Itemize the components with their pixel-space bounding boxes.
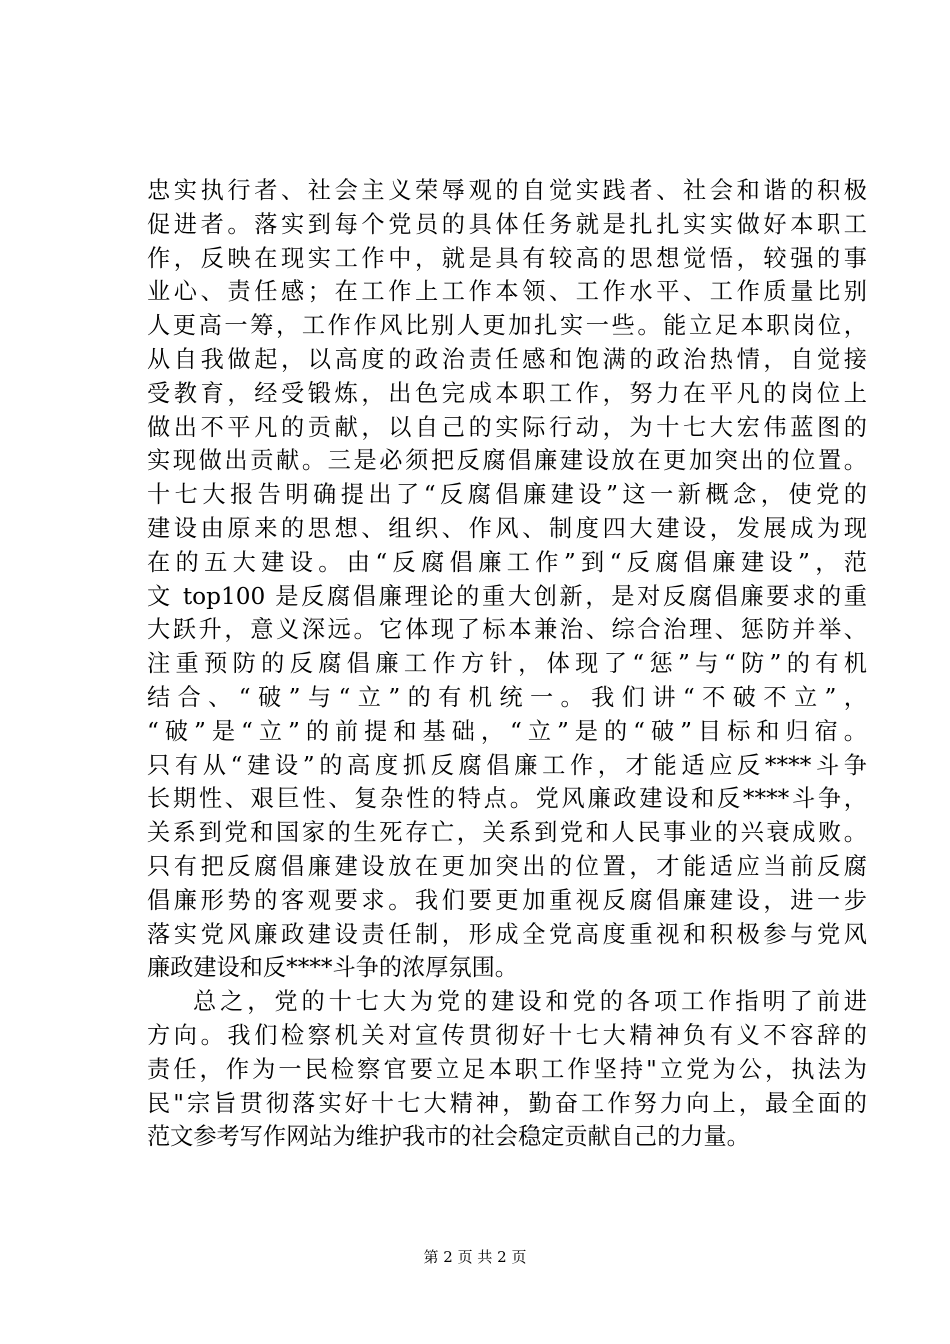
paragraph-1-line: 受教育，经受锻炼，出色完成本职工作，努力在平凡的岗位上 (147, 379, 867, 407)
paragraph-1-line: 作，反映在现实工作中，就是具有较高的思想觉悟，较强的事 (147, 244, 867, 272)
document-body (147, 174, 867, 1154)
paragraph-1-line: 做出不平凡的贡献，以自己的实际行动，为十七大宏伟蓝图的 (147, 413, 867, 441)
paragraph-1-line: 落实党风廉政建设责任制，形成全党高度重视和积极参与党风 (147, 920, 867, 948)
paragraph-1-line: 只有从“建设”的高度抓反腐倡廉工作，才能适应反****斗争 (147, 751, 867, 779)
paragraph-1-line: 从自我做起，以高度的政治责任感和饱满的政治热情，自觉接 (147, 345, 867, 373)
paragraph-1-line: 在的五大建设。由“反腐倡廉工作”到“反腐倡廉建设”，范 (147, 548, 867, 576)
paragraph-2-line: 方向。我们检察机关对宣传贯彻好十七大精神负有义不容辞的 (147, 1021, 867, 1049)
paragraph-2-line: 范文参考写作网站为维护我市的社会稳定贡献自己的力量。 (147, 1123, 750, 1151)
paragraph-2-line: 总之，党的十七大为党的建设和党的各项工作指明了前进 (193, 988, 867, 1016)
paragraph-2-line: 责任，作为一民检察官要立足本职工作坚持"立党为公，执法为 (147, 1055, 867, 1083)
paragraph-1-line: 实现做出贡献。三是必须把反腐倡廉建设放在更加突出的位置。 (147, 447, 867, 475)
paragraph-1-line: 人更高一筹，工作作风比别人更加扎实一些。能立足本职岗位， (147, 312, 867, 340)
page-number-footer: 第 2 页 共 2 页 (423, 1248, 527, 1266)
paragraph-1-line: 建设由原来的思想、组织、作风、制度四大建设，发展成为现 (147, 514, 867, 542)
paragraph-1-line: 大跃升，意义深远。它体现了标本兼治、综合治理、惩防并举、 (147, 616, 867, 644)
paragraph-1-line: 文 top100 是反腐倡廉理论的重大创新，是对反腐倡廉要求的重 (147, 582, 867, 610)
paragraph-1-line: 结合、“破”与“立”的有机统一。我们讲“不破不立”， (147, 683, 867, 711)
paragraph-1-line: “破”是“立”的前提和基础，“立”是的“破”目标和归宿。 (147, 717, 867, 745)
paragraph-1-line: 廉政建设和反****斗争的浓厚氛围。 (147, 954, 518, 982)
paragraph-2-line: 民"宗旨贯彻落实好十七大精神，勤奋工作努力向上，最全面的 (147, 1089, 867, 1117)
paragraph-1-line: 只有把反腐倡廉建设放在更加突出的位置，才能适应当前反腐 (147, 852, 867, 880)
paragraph-1-line: 忠实执行者、社会主义荣辱观的自觉实践者、社会和谐的积极 (147, 177, 867, 204)
paragraph-1-line: 关系到党和国家的生死存亡，关系到党和人民事业的兴衰成败。 (147, 819, 867, 847)
paragraph-1-line: 促进者。落实到每个党员的具体任务就是扎扎实实做好本职工 (147, 210, 867, 238)
paragraph-1-line: 长期性、艰巨性、复杂性的特点。党风廉政建设和反****斗争， (147, 785, 867, 813)
paragraph-1-line: 倡廉形势的客观要求。我们要更加重视反腐倡廉建设，进一步 (147, 886, 867, 914)
paragraph-1-line: 注重预防的反腐倡廉工作方针，体现了“惩”与“防”的有机 (147, 650, 867, 678)
paragraph-1-line: 十七大报告明确提出了“反腐倡廉建设”这一新概念，使党的 (147, 481, 867, 509)
paragraph-1-line: 业心、责任感；在工作上工作本领、工作水平、工作质量比别 (147, 278, 867, 306)
